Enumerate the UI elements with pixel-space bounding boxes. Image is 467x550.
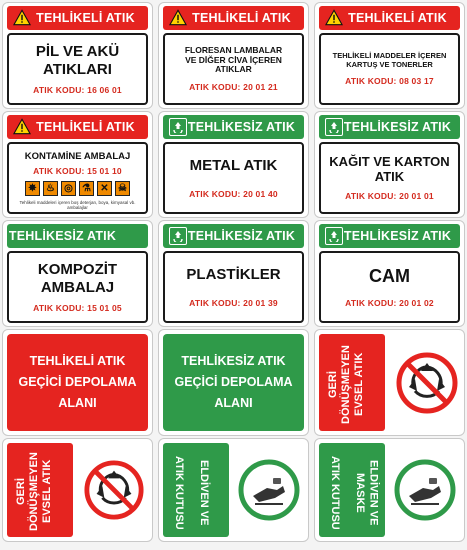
sign-header [319,224,460,248]
sign-glass [314,220,465,327]
strip-text-a: GERİ DÖNÜŞMEYEN [15,452,41,531]
sign-header [7,224,148,248]
sign-hazardous-storage [2,329,153,436]
waste-name: PLASTİKLER [186,266,281,284]
waste-code: ATIK KODU: 20 01 39 [189,297,278,308]
sign-nonhazardous-storage [158,329,309,436]
sign-body [163,33,304,105]
warning-triangle-icon [169,9,187,26]
sign-header [319,115,460,139]
recycle-icon [169,118,187,136]
sign-glove-mask-bin [314,438,465,542]
sign-nonrecyclable-2 [2,438,153,542]
storage-area-panel [163,334,304,431]
header-label: TEHLİKELİ ATIK [192,11,291,25]
storage-area-text: TEHLİKESİZ ATIK GEÇİCİ DEPOLAMA ALANI [174,353,293,411]
warning-triangle-icon [13,9,31,26]
oxidizer-icon: ◎ [61,181,76,196]
waste-name: KONTAMİNE AMBALAJ [24,151,131,162]
label-strip [319,334,385,431]
sign-contaminated-packaging [2,111,153,218]
strip-text-b: EVSEL ATIK [41,459,53,524]
sign-fluorescent [158,2,309,109]
strip-text-a: ELDİVEN VE [198,460,211,526]
header-label: TEHLİKESİZ ATIK [187,120,296,134]
waste-code: ATIK KODU: 08 03 17 [345,76,434,87]
sign-header [7,6,148,30]
waste-code: ATIK KODU: 15 01 10 [33,165,122,176]
waste-code: ATIK KODU: 20 01 21 [189,82,278,93]
explosive-icon: ✸ [25,181,40,196]
corrosive-icon: ⚗ [79,181,94,196]
storage-area-text: TEHLİKELİ ATIK GEÇİCİ DEPOLAMA ALANI [18,353,137,411]
sign-glove-bin [158,438,309,542]
strip-text-a: GERİ DÖNÜŞMEYEN [327,345,353,424]
header-label: TEHLİKESİZ ATIK [187,229,296,243]
waste-name: CAM [369,265,410,286]
glove-disposal-icon [237,458,301,522]
recycle-icon [169,227,187,245]
header-label: TEHLİKELİ ATIK [36,120,135,134]
warning-triangle-icon [13,118,31,135]
sign-nonrecyclable-1 [314,329,465,436]
header-label: TEHLİKELİ ATIK [348,11,447,25]
waste-code: ATIK KODU: 15 01 05 [33,302,122,313]
fine-print: Tehlikeli maddeleri içeren boş deterjan, boya, kimyasal vb. ambalajlar [19,199,136,211]
sign-composite [2,220,153,327]
sign-header [163,224,304,248]
sign-header [163,6,304,30]
waste-code: ATIK KODU: 20 01 02 [345,298,434,309]
sign-body [319,33,460,105]
sign-body [163,251,304,323]
harmful-icon: ✕ [97,181,112,196]
waste-code: ATIK KODU: 16 06 01 [33,84,122,95]
recycle-icon [325,227,343,245]
waste-name: KAĞIT VE KARTON ATIK [329,153,450,184]
label-strip [7,443,73,537]
sign-body [319,142,460,214]
sign-plastic [158,220,309,327]
waste-name: TEHLİKELİ MADDELER İÇEREN KARTUŞ VE TONERLER [332,50,447,69]
header-label: TEHLİKELİ ATIK [36,11,135,25]
no-recycle-icon [83,459,145,521]
sign-body [163,142,304,214]
sign-body [7,251,148,323]
waste-name: METAL ATIK [189,157,278,175]
strip-text-a: ELDİVEN VE MASKE [354,460,380,526]
recycle-icon [325,118,343,136]
strip-text-b: ATIK KUTUSU [173,456,186,530]
waste-name: KOMPOZİT AMBALAJ [37,261,118,296]
waste-name: PİL VE AKÜ ATIKLARI [35,43,120,78]
label-strip [163,443,229,537]
toxic-icon: ☠ [115,181,130,196]
sign-toner [314,2,465,109]
warning-triangle-icon [325,9,343,26]
no-recycle-icon [395,351,459,415]
sign-header [7,115,148,139]
hazard-pictograms [25,181,130,196]
glove-disposal-icon [393,458,457,522]
strip-text-b: ATIK KUTUSU [329,456,342,530]
sign-battery [2,2,153,109]
strip-text-b: EVSEL ATIK [353,352,365,417]
sign-body [319,251,460,323]
flame-icon: ♨ [43,181,58,196]
waste-code: ATIK KODU: 20 01 01 [345,191,434,202]
sign-body [7,142,148,214]
storage-area-panel [7,334,148,431]
label-strip [319,443,385,537]
waste-code: ATIK KODU: 20 01 40 [189,188,278,199]
sign-header [319,6,460,30]
sign-grid [2,2,465,548]
header-label: TEHLİKESİZ ATIK [8,229,117,243]
header-label: TEHLİKESİZ ATIK [343,120,452,134]
sign-header [163,115,304,139]
sign-body [7,33,148,105]
sign-metal [158,111,309,218]
header-label: TEHLİKESİZ ATIK [343,229,452,243]
sign-paper [314,111,465,218]
waste-name: FLORESAN LAMBALAR VE DİĞER CİVA İÇEREN ATIKLAR [184,44,283,75]
